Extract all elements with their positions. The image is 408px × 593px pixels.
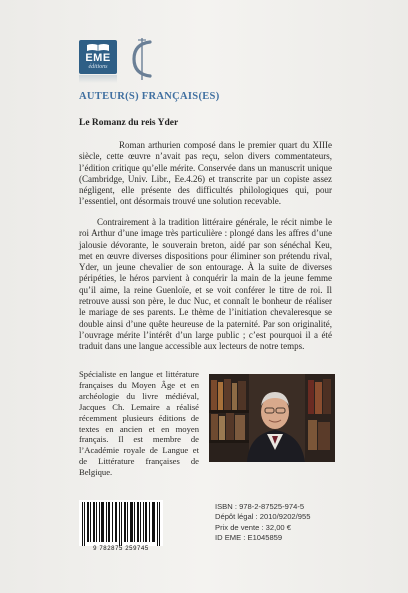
isbn-row	[215, 502, 335, 512]
legal-deposit-label: Dépôt légal :	[215, 512, 260, 522]
author-bio: Spécialiste en langue et littérature françaises du Moyen Âge et en archéologie du livre médiéval, Jacques Ch. Lemaire a réalisé récemment plusieurs éditions de textes en ancien et en moyen français. Il est membre de l’Académie royale de Langue et de Littérature françaises de Belgique.	[79, 369, 199, 478]
barcode	[79, 500, 163, 546]
author-portrait-image	[209, 374, 335, 462]
author-photo	[209, 374, 335, 462]
summary-paragraph: Contrairement à la tradition littéraire générale, le récit nimbe le roi Arthur d’une image très particulière : plongé dans les affres d’une jalousie dévorante, le souverain breton, aidé par son sénéchal Keu, met en œuvre diverses dispositions pour éliminer son prétendu rival, Yder, un jeune chevalier de son entourage. À la suite de diverses péripéties, le héros parvient à conquérir la main de la jeune femme qu’il aime, la reine Guenloïe, et se voit conférer le titre de roi. Il retrouve aussi son père, le duc Nuc, et connaît le bonheur de réaliser le mariage de ses parents. Le thème de l’initiation chevaleresque se double ainsi d’une quête heureuse de la paternité. Par son originalité, l’ouvrage mérite l’intérêt d’un large public ; c’est pourquoi il a été traduit dans une langue accessible aux lecteurs de notre temps.	[79, 217, 332, 352]
price-label: Prix de vente :	[215, 522, 266, 532]
summary-paragraph: Roman arthurien composé dans le premier quart du XIIIe siècle, cette œuvre n’avait pas reçu, selon divers commentateurs, l’édition critique qu’elle mérite. Conservée dans un manuscrit unique (Cambridge, Univ. Libr., Ee.4.26) et transcrite par un copiste assez négligent, elle présente des difficultés philologiques qui, pour l’essentiel, ont désormais trouvé une solution recevable.	[79, 140, 332, 207]
isbn-label: ISBN :	[215, 502, 240, 511]
collection-monogram-icon	[128, 36, 156, 82]
price-row	[215, 523, 335, 533]
logo-subtext: éditions	[88, 64, 108, 70]
logo-text: EME	[85, 52, 111, 64]
collection-name: AUTEUR(S) FRANÇAIS(ES)	[79, 91, 220, 102]
legal-deposit-value: 2010/9202/955	[259, 512, 311, 522]
logo-reflection	[79, 75, 117, 83]
eme-id-value: E1045859	[247, 533, 283, 543]
price-value: 32,00 €	[265, 522, 291, 532]
open-book-icon	[86, 43, 110, 52]
legal-deposit-row	[215, 512, 335, 522]
book-title: Le Romanz du reis Yder	[79, 118, 179, 128]
eme-id-label: ID EME :	[215, 533, 248, 543]
colophon	[215, 502, 335, 544]
barcode-digits: 9 782875 259745	[93, 546, 149, 552]
isbn-value: 978-2-87525-974-5	[239, 502, 305, 511]
eme-id-row	[215, 533, 335, 543]
publisher-logo	[79, 40, 117, 74]
